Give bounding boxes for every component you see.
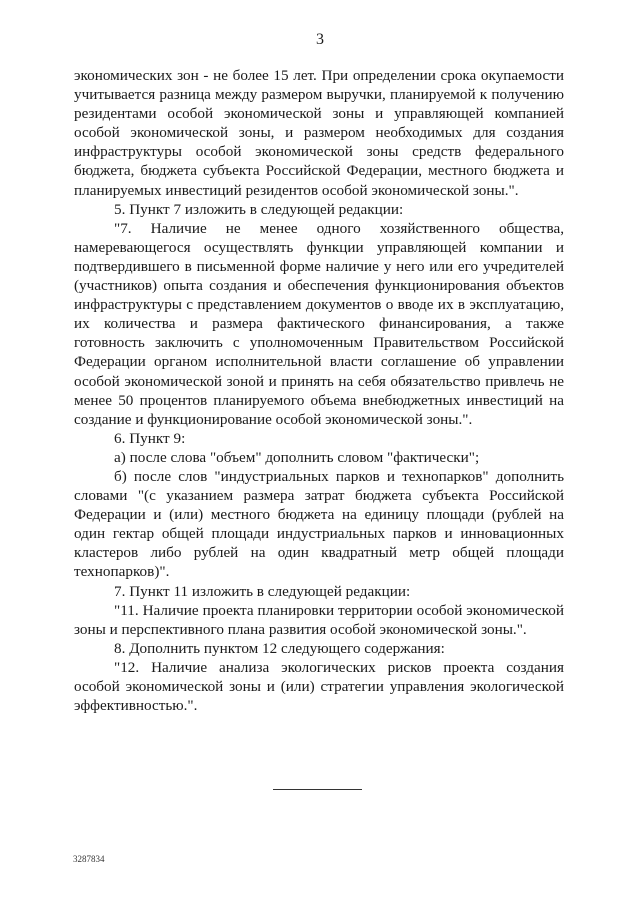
document-code: 3287834 xyxy=(73,854,105,864)
paragraph-8: "11. Наличие проекта планировки территории особой экономической зоны и перспективного плана развития особой экономической зоны.". xyxy=(74,601,564,638)
paragraph-1: экономических зон - не более 15 лет. При определении срока окупаемости учитывается разница между размером выручки, планируемой к получению резидентами особой экономической зоны и управляющей компанией особой экономической зоны, и размером необходимых для создания инфраструктуры особой экономической зоны средств федерального бюджета, бюджета субъекта Российской Федерации, местного бюджета и планируемых инвестиций резидентов особой экономической зоны.". xyxy=(74,67,564,199)
paragraph-2: 5. Пункт 7 изложить в следующей редакции: xyxy=(114,200,404,218)
end-separator-line xyxy=(273,789,362,790)
paragraph-9: 8. Дополнить пунктом 12 следующего содержания: xyxy=(114,639,445,657)
paragraph-3: "7. Наличие не менее одного хозяйственного общества, намеревающегося осуществлять функции управляющей компании и подтвердившего в письменной форме наличие у него или его учредителей (участников) опыта создания и обеспечения функционирования объектов инфраструктуры с представлением документов о вводе их в эксплуатацию, их количества и размера фактического финансирования, а также готовность заключить с уполномоченным Правительством Российской Федерации органом исполнительной власти соглашение об управлении особой экономической зоной и принять на себя обязательство привлечь не менее 50 процентов планируемого объема внебюджетных инвестиций на создание и функционирование особой экономической зоны.". xyxy=(74,219,564,428)
paragraph-4: 6. Пункт 9: xyxy=(114,429,186,447)
paragraph-7: 7. Пункт 11 изложить в следующей редакции: xyxy=(114,582,411,600)
document-body xyxy=(74,66,564,715)
paragraph-5: а) после слова "объем" дополнить словом "фактически"; xyxy=(114,448,480,466)
paragraph-6: б) после слов "индустриальных парков и технопарков" дополнить словами "(с указанием размера затрат бюджета субъекта Российской Федерации и (или) местного бюджета на единицу площади (рублей на один гектар общей площади индустриальных парков и инновационных кластеров либо рублей на один квадратный метр общей площади технопарков)". xyxy=(74,467,564,581)
paragraph-10: "12. Наличие анализа экологических рисков проекта создания особой экономической зоны и (или) стратегии управления экологической эффективностью.". xyxy=(74,658,564,715)
page-number: 3 xyxy=(316,31,324,48)
